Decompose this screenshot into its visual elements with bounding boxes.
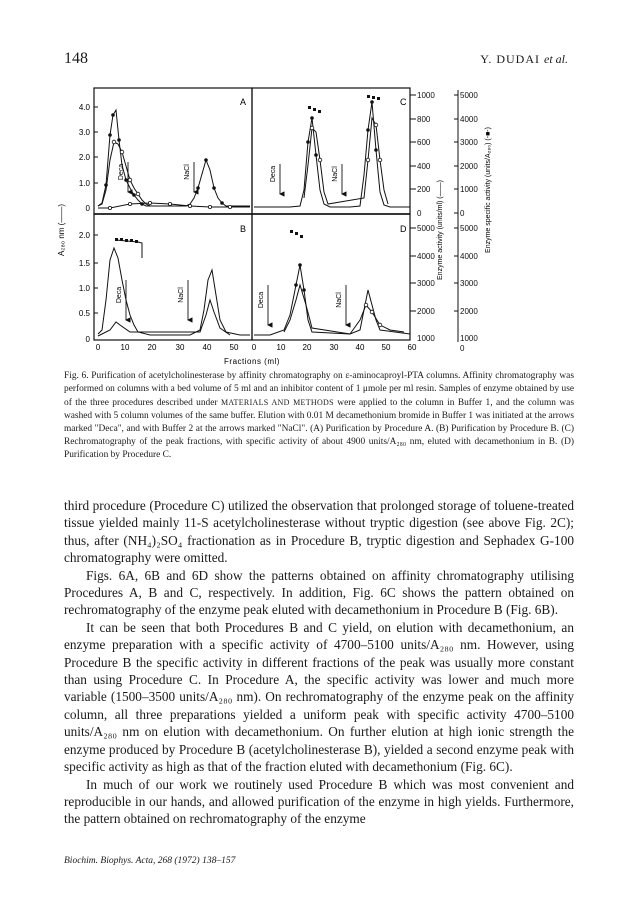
tick-specific-top-3: 2000	[460, 162, 478, 171]
tick-activity-bottom-3: 2000	[417, 307, 435, 316]
x-tick-11: 50	[381, 343, 391, 352]
specific-axis-label: Enzyme specific activity (units/A₂₈₀) (-■-)	[485, 127, 492, 253]
tick-left-top-4: 0	[85, 204, 90, 213]
x-tick-12: 60	[407, 343, 417, 352]
panel-label-b: B	[240, 224, 247, 234]
panel-a-nacl-label: NaCl	[184, 164, 191, 180]
panel-c-frame	[252, 88, 410, 214]
tick-left-top-1: 3.0	[78, 128, 90, 137]
tick-activity-bottom-1: 4000	[417, 252, 435, 261]
x-tick-7: 10	[276, 343, 286, 352]
running-head-et-al: et al.	[544, 52, 568, 66]
tick-left-bottom-2: 1.0	[78, 284, 90, 293]
panel-c-a280-curve	[254, 102, 410, 207]
tick-specific-bottom-0: 5000	[460, 224, 478, 233]
x-tick-6: 0	[251, 343, 257, 352]
caption-methods: MATERIALS AND METHODS	[220, 398, 334, 407]
tick-activity-bottom-0: 5000	[417, 224, 435, 233]
panel-a-frame	[94, 88, 252, 214]
running-head	[480, 52, 568, 67]
panel-b-frame	[94, 214, 252, 340]
tick-specific-top-4: 1000	[460, 185, 478, 194]
tick-activity-top-4: 200	[417, 185, 431, 194]
panel-b-activity-curve	[98, 300, 230, 336]
paragraph-4: In much of our work we routinely used Procedure B which was most convenient and reproducible in our hands, and allowed purification of the enzyme in high yields. Furthermore, the pattern obtained on rechromatography of the enzyme	[64, 776, 574, 827]
running-head-authors: Y. DUDAI	[480, 52, 540, 66]
panel-b-specific-curve	[116, 240, 142, 258]
x-tick-3: 30	[175, 343, 185, 352]
paragraph-2: Figs. 6A, 6B and 6D show the patterns obtained on affinity chromatography utilising Procedures A, B and C, respectively. In addition, Fig. 6C shows the pattern obtained on rechromatography of the enzyme peak eluted with decamethonium in Procedure B (Fig. 6B).	[64, 567, 574, 618]
tick-specific-top-0: 5000	[460, 91, 478, 100]
tick-left-bottom-1: 1.5	[78, 259, 90, 268]
tick-specific-bottom-5: 0	[460, 344, 465, 353]
tick-activity-top-2: 600	[417, 138, 431, 147]
paragraph-3: It can be seen that both Procedures B and C yield, on elution with decamethonium, an enzyme preparation with a specific activity of 4700–5100 units/A₂₈₀ nm. However, using Procedure B the specific activity in different fractions of the peak was usually more constant than using Procedure C. In Procedure A, the specific activity was lower and much more variable (1500–3500 units/A₂₈₀ nm). On rechromatography of the enzyme peak on the affinity column, all three preparations yielded a uniform peak with specific activity 4700–5100 units/A₂₈₀ nm on elution with decamethonium. On further elution at high ionic strength the enzyme produced by Procedure B (acetylcholinesterase B), yielded a second enzyme peak with specific activity as high as that of the fraction eluted with decamethonium (Fig. 6C).	[64, 619, 574, 775]
left-axis-label: A₂₈₀ nm (——)	[57, 204, 66, 256]
tick-left-top-2: 2.0	[78, 153, 90, 162]
tick-activity-top-5: 0	[417, 209, 422, 218]
panel-a-deca-label: Deca	[118, 163, 125, 181]
x-tick-1: 10	[120, 343, 130, 352]
tick-left-bottom-4: 0	[85, 335, 90, 344]
panel-a-a280-curve	[98, 110, 250, 206]
panel-label-c: C	[400, 97, 407, 107]
panel-d-nacl-label: NaCl	[336, 292, 343, 308]
body-text	[64, 497, 574, 828]
x-tick-0: 0	[95, 343, 101, 352]
panel-d-activity-curve	[284, 285, 404, 334]
tick-activity-bottom-2: 3000	[417, 279, 435, 288]
tick-specific-bottom-2: 3000	[460, 279, 478, 288]
tick-specific-top-5: 0	[460, 209, 465, 218]
tick-left-bottom-0: 2.0	[78, 231, 90, 240]
page-number: 148	[64, 50, 88, 67]
tick-activity-top-3: 400	[417, 162, 431, 171]
figure-caption	[64, 370, 574, 462]
x-tick-2: 20	[147, 343, 157, 352]
tick-specific-top-1: 4000	[460, 115, 478, 124]
x-axis-label: Fractions (ml)	[224, 357, 280, 366]
panel-b-deca-label: Deca	[116, 286, 123, 304]
tick-activity-top-0: 1000	[417, 91, 435, 100]
activity-axis-label: Enzyme activity (units/ml) (——)	[437, 180, 444, 280]
panel-d-a280-curve	[254, 265, 410, 335]
tick-specific-bottom-1: 4000	[460, 252, 478, 261]
tick-activity-top-1: 800	[417, 115, 431, 124]
tick-activity-bottom-4: 1000	[417, 334, 435, 343]
panel-c-nacl-label: NaCl	[332, 166, 339, 182]
caption-lead: Fig. 6. Purification of acetylcholinesterase by affinity chromatography on ε-aminocaproyl-PTA columns. Affinity chromatography was performed on columns with a bed volume of 5 ml and an inhibitor content of 1 μmole per ml resin. Samples of enzyme obtained by use of the three procedures described under	[64, 371, 574, 408]
tick-left-top-0: 4.0	[78, 103, 90, 112]
panel-d-deca-label: Deca	[258, 291, 265, 309]
figure-6	[50, 80, 586, 372]
panel-b-nacl-label: NaCl	[178, 287, 185, 303]
panel-c-deca-label: Deca	[270, 165, 277, 183]
journal-citation: Biochim. Biophys. Acta, 268 (1972) 138–157	[64, 856, 236, 866]
caption-rest: were applied to the column in Buffer 1, and the column was washed with 5 column volumes of the same buffer. Elution with 0.01 M decamethonium bromide in Buffer 1 was initiated at the arrows marked "Deca", and with Buffer 2 at the arrows marked "NaCl". (A) Purification by Procedure A. (B) Purification by Procedure B. (C) Rechromatography of the peak fractions, with specific activity of about 4900 units/A₂₈₀ nm, eluted with decamethonium in B. (D) Purification by Procedure C.	[64, 398, 574, 460]
x-tick-4: 40	[202, 343, 212, 352]
tick-left-top-3: 1.0	[78, 179, 90, 188]
panel-label-d: D	[400, 224, 407, 234]
x-tick-5: 50	[229, 343, 239, 352]
tick-specific-bottom-4: 1000	[460, 334, 478, 343]
x-tick-10: 40	[355, 343, 365, 352]
panel-d-frame	[252, 214, 410, 340]
tick-specific-bottom-3: 2000	[460, 307, 478, 316]
x-tick-8: 20	[302, 343, 312, 352]
panel-label-a: A	[240, 97, 247, 107]
paragraph-1: third procedure (Procedure C) utilized the observation that prolonged storage of toluene-treated tissue yielded mainly 11-S acetylcholinesterase without tryptic digestion (see above Fig. 2C); thus, after (NH₄)₂SO₄ fractionation as in Procedure B, tryptic digestion and Sephadex G-100 chromatography were omitted.	[64, 498, 574, 566]
tick-specific-top-2: 3000	[460, 138, 478, 147]
x-tick-9: 30	[329, 343, 339, 352]
tick-left-bottom-3: 0.5	[78, 309, 90, 318]
